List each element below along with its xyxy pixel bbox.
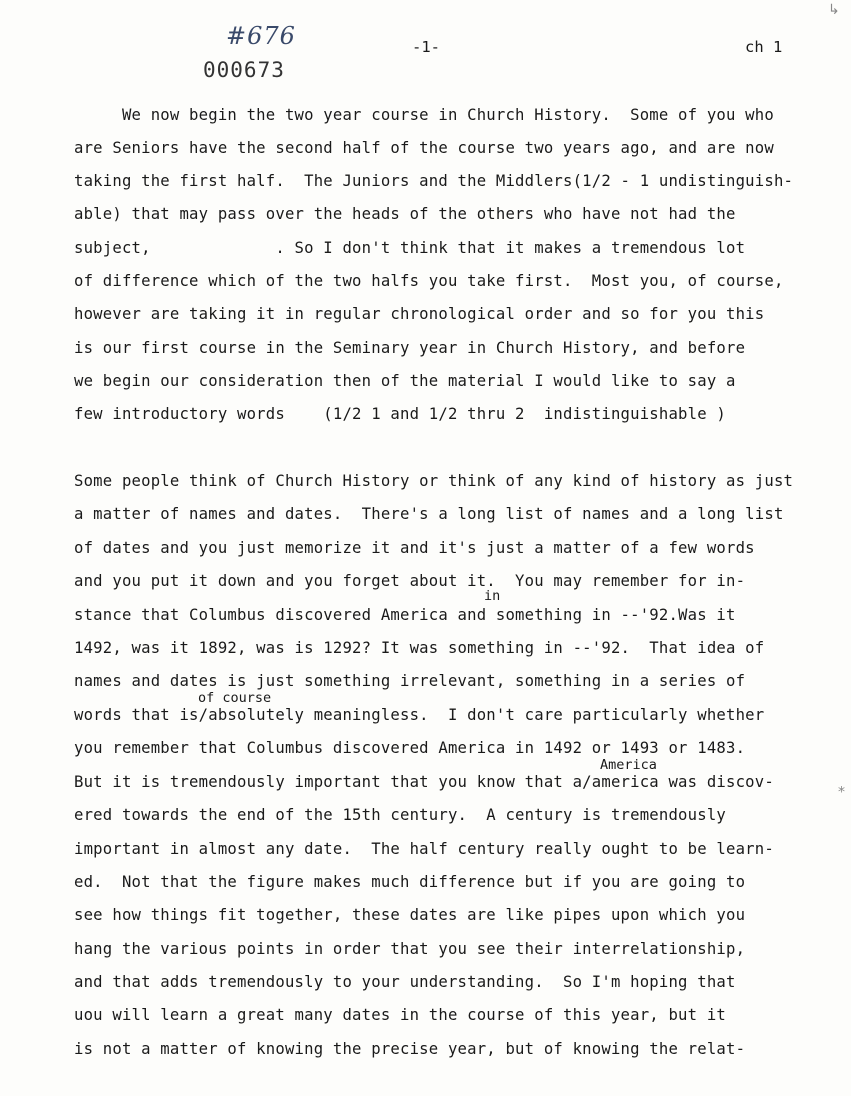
- interlinear-insertion: America: [600, 757, 657, 773]
- interlinear-insertion: in: [484, 588, 501, 604]
- edge-scribble-mark: ⁎: [838, 780, 845, 796]
- text-line: of difference which of the two halfs you take first. Most you, of course,: [74, 272, 784, 290]
- text-line: 1492, was it 1892, was is 1292? It was something in --'92. That idea of: [74, 639, 765, 657]
- text-line: stance that Columbus discovered America and something in --'92.Was it: [74, 606, 736, 624]
- text-line: however are taking it in regular chronological order and so for you this: [74, 305, 765, 323]
- text-line: few introductory words (1/2 1 and 1/2 thru 2 indistinguishable ): [74, 405, 726, 423]
- text-line: of dates and you just memorize it and it's just a matter of a few words: [74, 539, 755, 557]
- text-line: and that adds tremendously to your understanding. So I'm hoping that: [74, 973, 736, 991]
- stamped-page-id: 000673: [203, 58, 285, 82]
- handwritten-page-id: #676: [226, 22, 296, 50]
- text-line: We now begin the two year course in Church History. Some of you who: [74, 106, 774, 124]
- page-number: -1-: [412, 38, 440, 56]
- text-line: uou will learn a great many dates in the course of this year, but it: [74, 1006, 726, 1024]
- text-line: see how things fit together, these dates are like pipes upon which you: [74, 906, 746, 924]
- text-line: Some people think of Church History or think of any kind of history as just: [74, 472, 794, 490]
- chapter-label: ch 1: [745, 38, 783, 56]
- interlinear-insertion: of course: [198, 690, 272, 706]
- text-line: subject, . So I don't think that it makes a tremendous lot: [74, 239, 746, 257]
- edge-scribble-mark: ↳: [828, 2, 840, 18]
- text-line: But it is tremendously important that you know that a/america was discov-: [74, 773, 774, 791]
- text-line: able) that may pass over the heads of the others who have not had the: [74, 205, 736, 223]
- text-line: we begin our consideration then of the material I would like to say a: [74, 372, 736, 390]
- text-line: is not a matter of knowing the precise year, but of knowing the relat-: [74, 1040, 746, 1058]
- text-line: you remember that Columbus discovered America in 1492 or 1493 or 1483.: [74, 739, 746, 757]
- text-line: is our first course in the Seminary year in Church History, and before: [74, 339, 746, 357]
- text-line: words that is/absolutely meaningless. I don't care particularly whether: [74, 706, 765, 724]
- text-line: are Seniors have the second half of the course two years ago, and are now: [74, 139, 774, 157]
- text-line: ered towards the end of the 15th century. A century is tremendously: [74, 806, 726, 824]
- text-line: hang the various points in order that you see their interrelationship,: [74, 940, 746, 958]
- text-line: ed. Not that the figure makes much difference but if you are going to: [74, 873, 746, 891]
- text-line: taking the first half. The Juniors and the Middlers(1/2 - 1 undistinguish-: [74, 172, 794, 190]
- text-line: important in almost any date. The half century really ought to be learn-: [74, 840, 774, 858]
- text-line: and you put it down and you forget about it. You may remember for in-: [74, 572, 746, 590]
- text-line: names and dates is just something irrelevant, something in a series of: [74, 672, 746, 690]
- text-line: a matter of names and dates. There's a long list of names and a long list: [74, 505, 784, 523]
